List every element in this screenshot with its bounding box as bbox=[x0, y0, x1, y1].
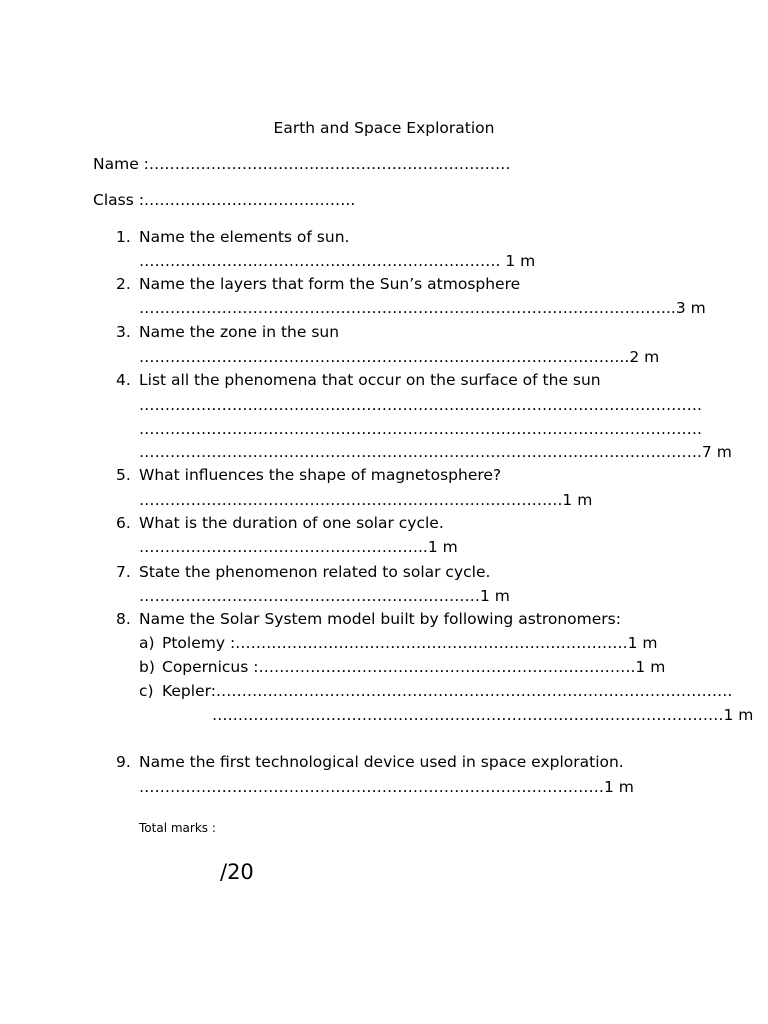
question-8a-label: a) bbox=[139, 634, 155, 652]
question-4-answer-line-3: ……………………………………………………………………………………………….7 m bbox=[139, 443, 732, 461]
question-7-text: State the phenomenon related to solar cycle. bbox=[139, 563, 491, 581]
question-8c-label: c) bbox=[139, 682, 154, 700]
question-9-number: 9. bbox=[116, 753, 131, 771]
question-8c-continuation: ………………………………………………………………………………………1 m bbox=[212, 706, 754, 724]
question-9-text: Name the first technological device used in space exploration. bbox=[139, 753, 624, 771]
question-4-answer-line-2: ………………………………………………………………………………………………. bbox=[139, 420, 702, 438]
question-5-text: What influences the shape of magnetosphere? bbox=[139, 466, 502, 484]
total-marks-label: Total marks : bbox=[139, 821, 216, 835]
question-3-answer-line: …………………………………………………………………………………..2 m bbox=[139, 348, 660, 366]
question-8-number: 8. bbox=[116, 610, 131, 628]
question-8b-text: Copernicus :……………………………………………………………….1 m bbox=[162, 658, 666, 676]
question-1-answer-line: ……………………………………………………………. 1 m bbox=[139, 252, 536, 270]
class-field: Class :………………………………….. bbox=[93, 191, 356, 209]
question-3-text: Name the zone in the sun bbox=[139, 323, 340, 341]
worksheet-title: Earth and Space Exploration bbox=[273, 119, 495, 137]
question-5-number: 5. bbox=[116, 466, 131, 484]
total-marks-value: /20 bbox=[220, 860, 254, 884]
question-7-answer-line: …………………………………………………………1 m bbox=[139, 587, 510, 605]
question-6-text: What is the duration of one solar cycle. bbox=[139, 514, 444, 532]
question-8-text: Name the Solar System model built by following astronomers: bbox=[139, 610, 621, 628]
question-2-number: 2. bbox=[116, 275, 131, 293]
question-4-number: 4. bbox=[116, 371, 131, 389]
question-9-answer-line: ………………………………………………………………………………1 m bbox=[139, 778, 634, 796]
question-8c-text: Kepler:………………………………………………………………………………………. bbox=[162, 682, 733, 700]
question-8a-text: Ptolemy :………………………………………………………………….1 m bbox=[162, 634, 658, 652]
question-8b-label: b) bbox=[139, 658, 155, 676]
name-field: Name :……………………………………………………………. bbox=[93, 155, 511, 173]
question-1-number: 1. bbox=[116, 228, 131, 246]
question-2-text: Name the layers that form the Sun’s atmosphere bbox=[139, 275, 521, 293]
question-3-number: 3. bbox=[116, 323, 131, 341]
question-6-answer-line: ………………………………………………..1 m bbox=[139, 538, 458, 556]
question-5-answer-line: ……………………………………………………………………….1 m bbox=[139, 491, 593, 509]
question-2-answer-line: …………………………………………………………………………………………..3 m bbox=[139, 299, 706, 317]
question-4-answer-line-1: ………………………………………………………………………………………………. bbox=[139, 396, 702, 414]
question-7-number: 7. bbox=[116, 563, 131, 581]
question-6-number: 6. bbox=[116, 514, 131, 532]
question-1-text: Name the elements of sun. bbox=[139, 228, 350, 246]
question-4-text: List all the phenomena that occur on the surface of the sun bbox=[139, 371, 601, 389]
